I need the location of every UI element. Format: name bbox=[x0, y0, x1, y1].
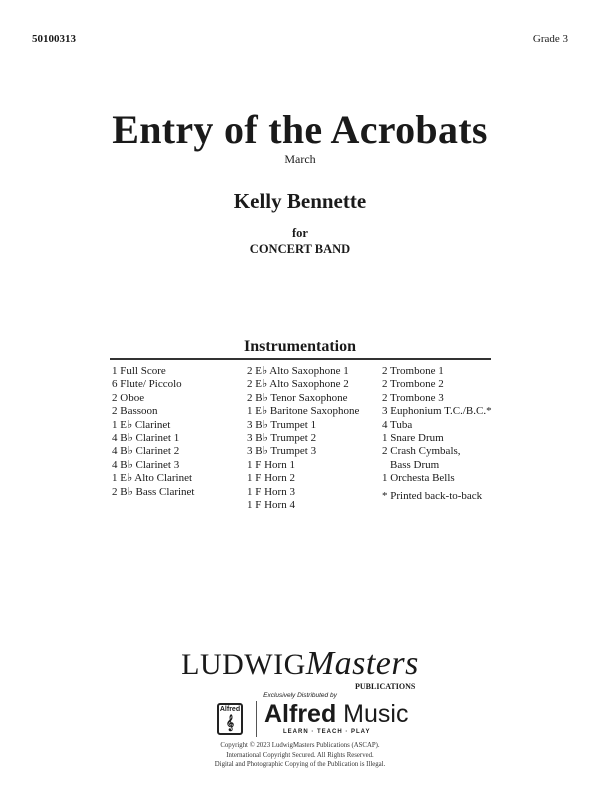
instrument-item: 2 E♭ Alto Saxophone 2 bbox=[247, 378, 349, 391]
copyright-notice bbox=[0, 741, 600, 770]
instrumentation-column-3 bbox=[382, 365, 492, 503]
ludwig-masters-logo bbox=[0, 646, 600, 682]
instrument-item: 1 Orchesta Bells bbox=[382, 472, 455, 485]
logo-divider bbox=[256, 701, 257, 737]
logo-text-ludwig: LUDWIG bbox=[181, 648, 306, 681]
footnote: * Printed back-to-back bbox=[382, 489, 483, 502]
catalog-number: 50100313 bbox=[32, 33, 76, 45]
alfred-music-logo bbox=[264, 701, 408, 728]
copyright-line: International Copyright Secured. All Rights Reserved. bbox=[226, 751, 374, 759]
instrument-item: 1 F Horn 4 bbox=[247, 499, 295, 512]
instrument-item: 1 F Horn 1 bbox=[247, 458, 295, 471]
instrument-item: 1 F Horn 3 bbox=[247, 485, 295, 498]
instrument-item: 2 E♭ Alto Saxophone 1 bbox=[247, 365, 349, 377]
instrument-item: 2 Crash Cymbals, bbox=[382, 445, 461, 458]
instrumentation-column-1 bbox=[112, 365, 195, 499]
music-text: Music bbox=[336, 700, 409, 728]
distributed-by-text: Exclusively Distributed by bbox=[263, 692, 337, 699]
instrument-item: 2 Oboe bbox=[112, 391, 145, 404]
grade-level: Grade 3 bbox=[532, 33, 568, 45]
instrument-item: 2 B♭ Tenor Saxophone bbox=[247, 391, 348, 404]
alfred-text: Alfred bbox=[264, 700, 337, 728]
piece-subtitle: March bbox=[284, 152, 316, 166]
instrument-item: 1 E♭ Clarinet bbox=[112, 418, 171, 431]
instrument-item: 3 B♭ Trumpet 2 bbox=[247, 432, 317, 445]
instrument-item: 3 B♭ Trumpet 1 bbox=[247, 418, 317, 431]
instrument-item: 6 Flute/ Piccolo bbox=[112, 378, 182, 391]
instrument-item: 4 B♭ Clarinet 2 bbox=[112, 445, 180, 458]
ensemble-name: CONCERT BAND bbox=[249, 242, 351, 256]
instrument-item: 2 Trombone 3 bbox=[382, 391, 444, 404]
composer-name: Kelly Bennette bbox=[233, 189, 367, 213]
instrument-item: 2 Trombone 1 bbox=[382, 365, 444, 377]
instrument-item: 1 E♭ Alto Clarinet bbox=[112, 472, 193, 485]
for-label: for bbox=[292, 226, 308, 240]
instrumentation-column-2 bbox=[247, 365, 359, 512]
copyright-line: Digital and Photographic Copying of the Publication is Illegal. bbox=[214, 761, 386, 768]
instrument-item: 3 Euphonium T.C./B.C.* bbox=[382, 405, 492, 418]
instrument-item: 4 Tuba bbox=[382, 418, 413, 431]
instrumentation-heading: Instrumentation bbox=[243, 338, 356, 355]
instrument-item: 1 Full Score bbox=[112, 365, 166, 377]
alfred-badge-text: Alfred bbox=[219, 706, 241, 713]
alfred-badge-icon: Alfred 𝄞 bbox=[217, 703, 243, 735]
instrument-item: 4 B♭ Clarinet 1 bbox=[112, 432, 180, 445]
instrument-item: 1 F Horn 2 bbox=[247, 472, 295, 485]
piece-title: Entry of the Acrobats bbox=[112, 107, 488, 152]
instrument-item: 4 B♭ Clarinet 3 bbox=[112, 458, 180, 471]
instrument-item: 3 B♭ Trumpet 3 bbox=[247, 445, 317, 458]
instrument-item: 2 B♭ Bass Clarinet bbox=[112, 485, 195, 498]
logo-text-masters: Masters bbox=[305, 645, 419, 682]
instrument-item: 2 Trombone 2 bbox=[382, 378, 444, 391]
instrument-item: Bass Drum bbox=[390, 458, 440, 471]
instrument-item: 2 Bassoon bbox=[112, 405, 158, 418]
logo-publications: PUBLICATIONS bbox=[355, 682, 416, 691]
instrument-item: 1 Snare Drum bbox=[382, 432, 444, 445]
copyright-line: Copyright © 2023 LudwigMasters Publications (ASCAP). bbox=[220, 742, 380, 749]
alfred-tagline: LEARN · TEACH · PLAY bbox=[283, 729, 371, 735]
instrument-item: 1 E♭ Baritone Saxophone bbox=[247, 405, 360, 418]
divider-rule bbox=[110, 358, 491, 360]
